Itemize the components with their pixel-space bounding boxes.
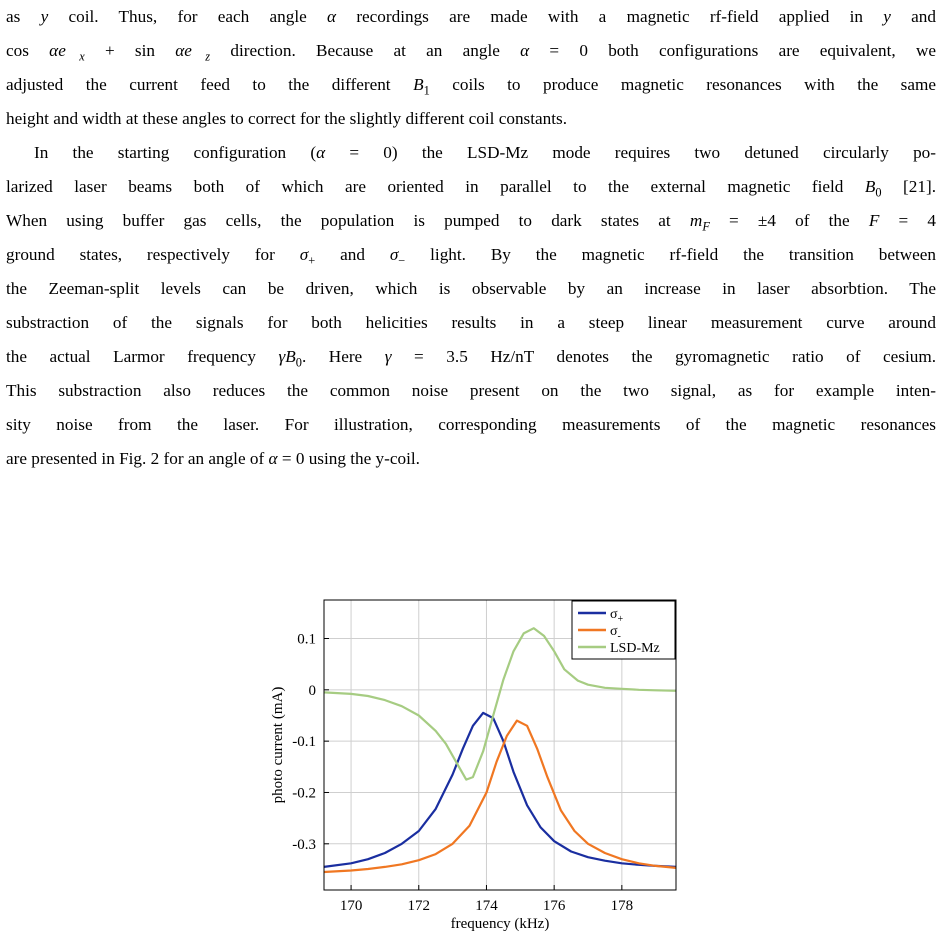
paragraph-2 — [6, 136, 936, 476]
legend — [572, 601, 675, 659]
text-line: height and width at these angles to correct for the slightly different coil constants. — [6, 109, 567, 128]
figure-2 — [256, 592, 696, 932]
series-layer — [324, 628, 676, 872]
text-line: ground states, respectively for $\sigma_+$ and $\sigma_-$ light. By the magnetic rf-field the transition between — [6, 245, 936, 268]
text-line: adjusted the current feed to the different $B_1$ coils to produce magnetic resonances with the same — [6, 75, 936, 98]
text-line: the Zeeman-split levels can be driven, which is observable by an increase in laser absorbtion. The — [6, 279, 936, 298]
text-line: larized laser beams both of which are oriented in parallel to the external magnetic field $B_0$ [21]. — [6, 177, 936, 200]
resonance-chart — [256, 592, 696, 932]
text-line: as y coil. Thus, for each angle α recordings are made with a magnetic rf-field applied in y and — [6, 7, 936, 26]
legend-label: $\sigma_+$ — [610, 607, 624, 625]
text-line: are presented in Fig. 2 for an angle of α = 0 using the y-coil. — [6, 449, 420, 468]
text-line: substraction of the signals for both helicities results in a steep linear measurement curve around — [6, 313, 936, 332]
legend-label: $\sigma_-$ — [610, 624, 621, 642]
text-line: the actual Larmor frequency $\gamma B_0$. Here γ = 3.5 Hz/nT denotes the gyromagnetic ratio of cesium. — [6, 347, 936, 370]
text-line: sity noise from the laser. For illustration, corresponding measurements of the magnetic resonances — [6, 415, 936, 434]
paragraph-1 — [6, 0, 936, 136]
x-tick-label: 174 — [475, 898, 498, 914]
series-line-1 — [324, 721, 676, 872]
x-tick-label: 178 — [610, 898, 634, 914]
x-tick-label: 176 — [542, 898, 566, 914]
x-axis-label: frequency (kHz) — [450, 916, 550, 932]
text-line: This substraction also reduces the common noise present on the two signal, as for example inten- — [6, 381, 936, 400]
legend-label: LSD-Mz — [610, 641, 660, 656]
text-line: When using buffer gas cells, the population is pumped to dark states at $m_F = \pm 4$ of the F = 4 — [6, 211, 936, 234]
y-tick-label: 0.1 — [297, 631, 316, 648]
y-tick-label: 0 — [308, 682, 316, 699]
x-tick-label: 172 — [407, 898, 431, 914]
paper-page — [6, 0, 936, 476]
y-axis-label: photo current (mA) — [270, 686, 286, 804]
legend-label-subscript: + — [617, 614, 624, 625]
text-line: In the starting configuration (α = 0) the LSD-Mz mode requires two detuned circularly po- — [34, 143, 936, 162]
x-tick-label: 170 — [339, 898, 363, 914]
y-tick-label: -0.1 — [292, 734, 316, 751]
y-tick-label: -0.2 — [292, 785, 316, 802]
text-line: $\cos \alpha e⃗_x + \sin$ $\alpha e⃗_z$ direction. Because at an angle α = 0 both configurations are equivalent, we — [6, 41, 936, 64]
y-tick-label: -0.3 — [292, 836, 316, 853]
legend-label-subscript: - — [617, 631, 621, 642]
